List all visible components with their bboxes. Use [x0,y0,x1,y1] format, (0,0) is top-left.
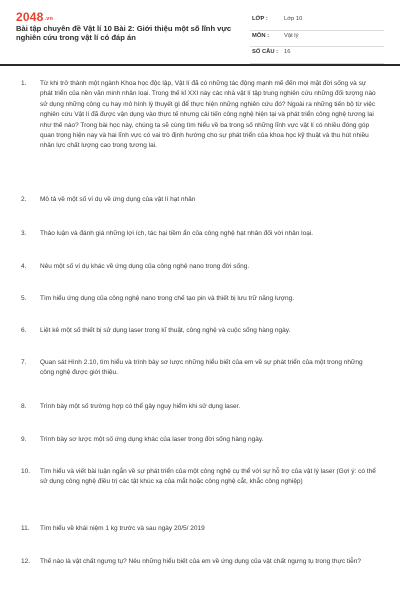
question-text: Trình bày một số trường hợp có thể gây nguy hiểm khi sử dụng laser. [40,403,241,410]
question-number: 2. [21,196,27,203]
question-number: 9. [21,436,27,443]
question-text: Tìm hiểu ứng dụng của công nghệ nano trong chế tạo pin và thiết bị lưu trữ năng lượng. [40,295,295,302]
question-text: Quan sát Hình 2.10, tìm hiểu và trình bày sơ lược những hiểu biết của em về sự phát triển của một trong những công nghệ được giới thiệu. [40,359,363,377]
meta-value-question-count: 16 [284,49,291,55]
question-number: 8. [21,403,27,410]
question-text: Thảo luận và đánh giá những lợi ích, tác hại tiềm ẩn của công nghệ hạt nhân đối với nhân loại. [40,230,314,237]
meta-row-question-count [250,47,384,64]
logo-suffix: .vn [44,16,54,22]
question-number: 4. [21,263,27,270]
meta-row-class [250,14,384,31]
question-number: 3. [21,230,27,237]
question-number: 11. [21,525,30,532]
meta-label: LỚP : [252,16,268,22]
meta-value-class: Lớp 10 [284,16,303,22]
question-number: 10. [21,468,31,475]
header-divider [0,64,400,66]
logo-text: 2048 [16,10,44,24]
document-title: Bài tập chuyên đề Vật lí 10 Bài 2: Giới thiệu một số lĩnh vực nghiên cứu trong vật lí có đáp án [16,24,232,43]
meta-label: MÔN : [252,32,270,39]
question-text: Liệt kê một số thiết bị sử dụng laser trong kĩ thuật, công nghệ và cuộc sống hàng ngày. [40,327,291,334]
question-text: Từ khi trở thành một ngành Khoa học độc lập, Vật lí đã có những tác động mạnh mẽ đến mọi mặt đời sống và sự phát triển của nền văn minh nhân loại. Trong thế kỉ XXI này các nhà vật lí tập trung nghiên cứu những đối tượng nào sử dụng những công cụ hay mô hình lý thuyết gì để thực hiện những nghiên cứu đó? Ngoài ra những tiến bộ từ việc nghiên cứu Vật lí đã được vận dụng vào thực tế nhưng cải tiến công nghệ hiện tại và phát triển công nghệ tương lai như thế nào? Trong bài học này, chúng ta sẽ cùng tìm hiểu về ba trong số những lĩnh vực vật lí có nhiều đóng góp quan trọng hiện nay và hai lĩnh vực có vai trò định hướng cho sự phát triển của khoa học kỹ thuật và thu hút nhiều nhân lực chất lượng cao trong tương lai. [40,80,376,150]
question-text: Thế nào là vật chất ngưng tụ? Nêu những hiểu biết của em về ứng dụng của vật chất ngưng tụ trong thực tiễn? [40,558,361,565]
question-number: 7. [21,359,27,366]
document-meta [250,14,384,64]
question-text: Nêu một số ví dụ khác về ứng dụng của công nghệ nano trong đời sống. [40,263,250,270]
question-text: Tìm hiểu về khái niệm 1 kg trước và sau ngày 20/5/ 2019 [40,525,205,532]
document-header [0,0,400,62]
site-logo[interactable] [16,10,53,24]
question-number: 5. [21,295,27,302]
meta-label: SỐ CÂU : [252,49,279,55]
question-number: 1. [21,80,27,87]
meta-row-subject [250,31,384,48]
question-text: Tìm hiểu và viết bài luận ngắn về sự phát triển của một công nghệ cụ thể với sự hỗ trợ của vật lý laser (Gợi ý: có thể sử dụng công nghệ điều trị các tật khúc xạ của mắt hoặc công nghệ cắt, khắc công nghiệp) [40,468,376,486]
question-text: Trình bày sơ lược một số ứng dụng khác của laser trong đời sống hàng ngày. [40,436,264,443]
question-number: 6. [21,327,27,334]
meta-value-subject: Vật lý [284,32,299,39]
question-number: 12. [21,558,31,565]
question-text: Mô tả về một số ví dụ về ứng dụng của vật lí hạt nhân [40,196,196,203]
